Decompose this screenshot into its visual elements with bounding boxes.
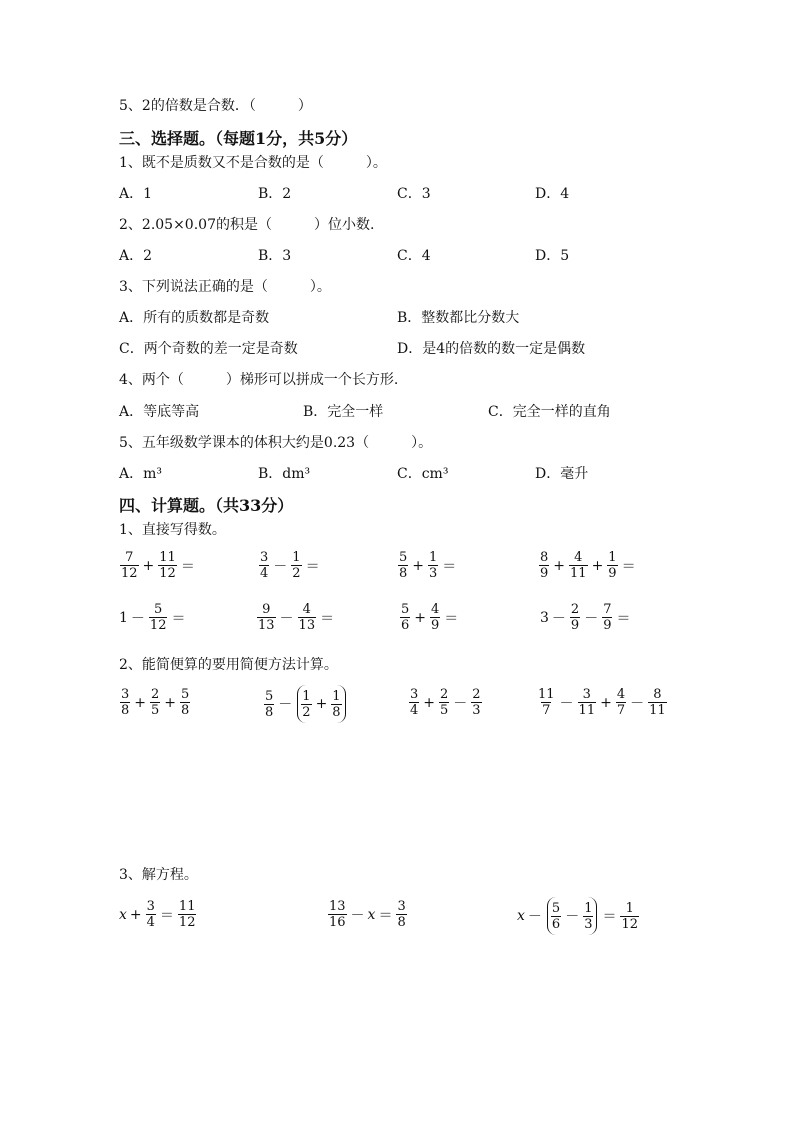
numerator: 5 bbox=[551, 900, 561, 916]
numerator: 5 bbox=[401, 602, 410, 617]
numerator: 13 bbox=[329, 899, 346, 914]
fraction bbox=[264, 689, 274, 720]
denominator: 4 bbox=[410, 703, 419, 718]
operator: + bbox=[315, 696, 328, 712]
fraction bbox=[602, 602, 612, 633]
numerator: 11 bbox=[538, 687, 555, 702]
fraction bbox=[471, 687, 481, 718]
equation-1 bbox=[119, 899, 197, 930]
operator: + bbox=[600, 694, 612, 711]
fraction bbox=[570, 602, 580, 633]
numerator: 8 bbox=[540, 550, 549, 565]
operator: + bbox=[129, 906, 142, 923]
denominator: 9 bbox=[608, 566, 617, 581]
choice-q2-option-b[interactable]: B．3 bbox=[258, 248, 292, 264]
fraction bbox=[400, 602, 410, 633]
fraction bbox=[428, 550, 438, 581]
choice-q1-option-d[interactable]: D．4 bbox=[535, 186, 570, 202]
denominator: 9 bbox=[603, 618, 612, 633]
denominator: 9 bbox=[431, 618, 440, 633]
operator: + bbox=[134, 694, 147, 711]
choice-q2-option-d[interactable]: D．5 bbox=[535, 248, 570, 264]
numerator: 4 bbox=[616, 687, 626, 702]
operator: + bbox=[553, 557, 566, 574]
denominator: 3 bbox=[584, 916, 593, 932]
choice-q4-option-b[interactable]: B．完全一样 bbox=[303, 404, 384, 420]
choice-q5-option-a[interactable]: A．m³ bbox=[119, 466, 162, 482]
choice-q1-option-a[interactable]: A．1 bbox=[119, 186, 153, 202]
choice-q4-option-c[interactable]: C．完全一样的直角 bbox=[488, 404, 611, 420]
operator: － bbox=[630, 695, 645, 712]
denominator: 5 bbox=[151, 703, 160, 718]
operator: + bbox=[591, 557, 604, 574]
fraction bbox=[430, 602, 440, 633]
operator: ＝ bbox=[159, 907, 174, 924]
numerator: 2 bbox=[472, 687, 481, 702]
numerator: 4 bbox=[574, 550, 583, 565]
fraction bbox=[257, 602, 276, 633]
expr-2-2 bbox=[256, 602, 337, 633]
denominator: 12 bbox=[178, 915, 196, 930]
denominator: 3 bbox=[472, 703, 481, 718]
simplify-expr-2 bbox=[263, 685, 348, 723]
denominator: 6 bbox=[551, 916, 561, 932]
numerator: 1 bbox=[584, 900, 593, 916]
operator: ＝ bbox=[378, 907, 393, 924]
operator: － bbox=[565, 909, 580, 925]
operator: ＝ bbox=[616, 610, 631, 627]
fraction bbox=[178, 899, 197, 930]
numerator: 3 bbox=[582, 687, 591, 702]
numerator: 3 bbox=[121, 687, 130, 702]
denominator: 12 bbox=[621, 916, 639, 932]
judge-q5: 5、2的倍数是合数．（ ） bbox=[119, 98, 312, 114]
operator: － bbox=[559, 695, 574, 712]
operator: － bbox=[584, 610, 599, 627]
operator: ＝ bbox=[602, 909, 617, 925]
operator: － bbox=[551, 610, 566, 627]
denominator: 8 bbox=[332, 704, 341, 720]
expr-2-3 bbox=[399, 602, 461, 633]
fraction bbox=[537, 687, 556, 718]
operator: + bbox=[142, 557, 155, 574]
simplify-expr-1 bbox=[119, 687, 191, 718]
numerator: 11 bbox=[178, 899, 196, 914]
numerator: 1 bbox=[608, 550, 617, 565]
fraction bbox=[409, 687, 419, 718]
operator: + bbox=[412, 557, 425, 574]
choice-q2-option-a[interactable]: A．2 bbox=[119, 248, 153, 264]
operator: － bbox=[278, 697, 293, 713]
operator: ＝ bbox=[305, 558, 320, 575]
numerator: 8 bbox=[653, 687, 662, 702]
fraction bbox=[569, 550, 588, 581]
denominator: 8 bbox=[181, 703, 190, 718]
fraction bbox=[298, 602, 317, 633]
choice-q4-stem: 4、两个（ ）梯形可以拼成一个长方形. bbox=[119, 372, 399, 388]
expr-1-3 bbox=[397, 550, 459, 581]
denominator: 7 bbox=[542, 703, 551, 718]
fraction bbox=[120, 687, 130, 718]
denominator: 2 bbox=[302, 704, 311, 720]
fraction bbox=[180, 687, 190, 718]
parentheses bbox=[297, 685, 345, 723]
numerator: 2 bbox=[440, 687, 449, 702]
calc-q1-label: 1、直接写得数。 bbox=[119, 522, 226, 538]
numerator: 3 bbox=[397, 899, 406, 914]
math-token: x bbox=[517, 908, 525, 924]
denominator: 4 bbox=[146, 915, 155, 930]
numerator: 5 bbox=[154, 602, 163, 617]
section-3-title: 三、选择题。（每题1分，共5分） bbox=[119, 129, 358, 148]
denominator: 12 bbox=[121, 566, 138, 581]
denominator: 6 bbox=[401, 618, 410, 633]
denominator: 12 bbox=[149, 618, 167, 633]
fraction bbox=[146, 899, 156, 930]
denominator: 13 bbox=[298, 618, 316, 633]
numerator: 1 bbox=[302, 688, 311, 704]
operator: － bbox=[527, 909, 542, 925]
numerator: 1 bbox=[625, 900, 634, 916]
choice-q2-stem: 2、2.05×0.07的积是（ ）位小数. bbox=[119, 217, 375, 233]
math-token: 3 bbox=[540, 609, 549, 626]
choice-q3-option-a[interactable]: A．所有的质数都是奇数 bbox=[119, 310, 270, 326]
numerator: 5 bbox=[181, 687, 190, 702]
choice-q5-option-c[interactable]: C．cm³ bbox=[397, 466, 449, 482]
math-token: 1 bbox=[119, 609, 128, 626]
numerator: 1 bbox=[332, 688, 341, 704]
choice-q2-option-c[interactable]: C．4 bbox=[397, 248, 431, 264]
denominator: 11 bbox=[578, 703, 596, 718]
numerator: 5 bbox=[399, 550, 408, 565]
fraction bbox=[291, 550, 301, 581]
fraction bbox=[578, 687, 597, 718]
operator: ＝ bbox=[444, 610, 459, 627]
parentheses bbox=[547, 897, 598, 935]
fraction bbox=[620, 901, 639, 932]
numerator: 4 bbox=[302, 602, 311, 617]
denominator: 12 bbox=[159, 566, 176, 581]
equation-3 bbox=[517, 897, 640, 935]
numerator: 9 bbox=[262, 602, 271, 617]
fraction bbox=[301, 689, 311, 720]
choice-q1-stem: 1、既不是质数又不是合数的是（ ）。 bbox=[119, 155, 387, 171]
operator: ＝ bbox=[320, 610, 335, 627]
fraction bbox=[648, 687, 667, 718]
operator: － bbox=[130, 610, 145, 627]
denominator: 3 bbox=[429, 566, 438, 581]
fraction bbox=[150, 687, 160, 718]
denominator: 9 bbox=[540, 566, 549, 581]
fraction bbox=[149, 602, 168, 633]
numerator: 7 bbox=[125, 550, 134, 565]
operator: + bbox=[164, 694, 177, 711]
simplify-expr-3 bbox=[408, 687, 483, 718]
denominator: 8 bbox=[397, 915, 406, 930]
fraction bbox=[583, 901, 593, 932]
math-token: x bbox=[367, 906, 376, 923]
denominator: 8 bbox=[121, 703, 130, 718]
section-4-title: 四、计算题。（共33分） bbox=[119, 496, 294, 515]
numerator: 4 bbox=[431, 602, 440, 617]
fraction bbox=[539, 550, 549, 581]
operator: + bbox=[423, 694, 436, 711]
choice-q3-option-d[interactable]: D．是4的倍数的数一定是偶数 bbox=[397, 341, 586, 357]
numerator: 1 bbox=[292, 550, 301, 565]
fraction bbox=[328, 899, 347, 930]
expr-1-2 bbox=[258, 550, 323, 581]
denominator: 8 bbox=[399, 566, 408, 581]
fraction bbox=[396, 899, 406, 930]
simplify-expr-4 bbox=[536, 687, 668, 718]
denominator: 4 bbox=[260, 566, 269, 581]
numerator: 5 bbox=[265, 688, 274, 704]
choice-q3-stem: 3、下列说法正确的是（ ）。 bbox=[119, 279, 331, 295]
choice-q3-option-c[interactable]: C．两个奇数的差一定是奇数 bbox=[119, 341, 298, 357]
fraction bbox=[158, 550, 177, 581]
choice-q5-stem: 5、五年级数学课本的体积大约是0.23（ ）。 bbox=[119, 435, 433, 451]
denominator: 5 bbox=[440, 703, 449, 718]
expr-2-4 bbox=[540, 602, 633, 633]
numerator: 3 bbox=[146, 899, 155, 914]
numerator: 2 bbox=[570, 602, 580, 617]
operator: ＝ bbox=[621, 558, 636, 575]
choice-q1-option-b[interactable]: B．2 bbox=[258, 186, 292, 202]
denominator: 9 bbox=[570, 618, 580, 633]
math-token: x bbox=[119, 906, 127, 923]
operator: － bbox=[273, 558, 288, 575]
fraction bbox=[331, 689, 341, 720]
fraction bbox=[259, 550, 269, 581]
fraction bbox=[120, 550, 139, 581]
numerator: 1 bbox=[429, 550, 438, 565]
choice-q5-option-b[interactable]: B．dm³ bbox=[258, 466, 311, 482]
numerator: 2 bbox=[151, 687, 160, 702]
fraction bbox=[439, 687, 449, 718]
choice-q1-option-c[interactable]: C．3 bbox=[397, 186, 431, 202]
calc-q3-label: 3、解方程。 bbox=[119, 867, 198, 883]
operator: － bbox=[350, 907, 365, 924]
choice-q3-option-b[interactable]: B．整数都比分数大 bbox=[397, 310, 520, 326]
operator: ＝ bbox=[442, 558, 457, 575]
operator: ＝ bbox=[180, 558, 195, 575]
operator: － bbox=[279, 610, 294, 627]
denominator: 11 bbox=[649, 703, 666, 718]
denominator: 13 bbox=[258, 618, 275, 633]
expr-1-4 bbox=[538, 550, 639, 581]
expr-1-1 bbox=[119, 550, 198, 581]
numerator: 7 bbox=[603, 602, 612, 617]
expr-2-1 bbox=[119, 602, 188, 633]
choice-q5-option-d[interactable]: D．毫升 bbox=[535, 466, 589, 482]
denominator: 8 bbox=[265, 704, 274, 720]
denominator: 2 bbox=[292, 566, 301, 581]
fraction bbox=[551, 901, 561, 932]
operator: ＝ bbox=[171, 610, 186, 627]
fraction bbox=[398, 550, 408, 581]
choice-q4-option-a[interactable]: A．等底等高 bbox=[119, 404, 200, 420]
operator: － bbox=[453, 695, 468, 712]
denominator: 7 bbox=[616, 703, 626, 718]
operator: + bbox=[414, 609, 427, 626]
numerator: 3 bbox=[260, 550, 269, 565]
fraction bbox=[616, 687, 626, 718]
numerator: 11 bbox=[159, 550, 176, 565]
equation-2 bbox=[327, 899, 408, 930]
denominator: 11 bbox=[570, 566, 587, 581]
numerator: 3 bbox=[410, 687, 419, 702]
denominator: 16 bbox=[329, 915, 346, 930]
fraction bbox=[607, 550, 617, 581]
calc-q2-label: 2、能简便算的要用简便方法计算。 bbox=[119, 657, 338, 673]
